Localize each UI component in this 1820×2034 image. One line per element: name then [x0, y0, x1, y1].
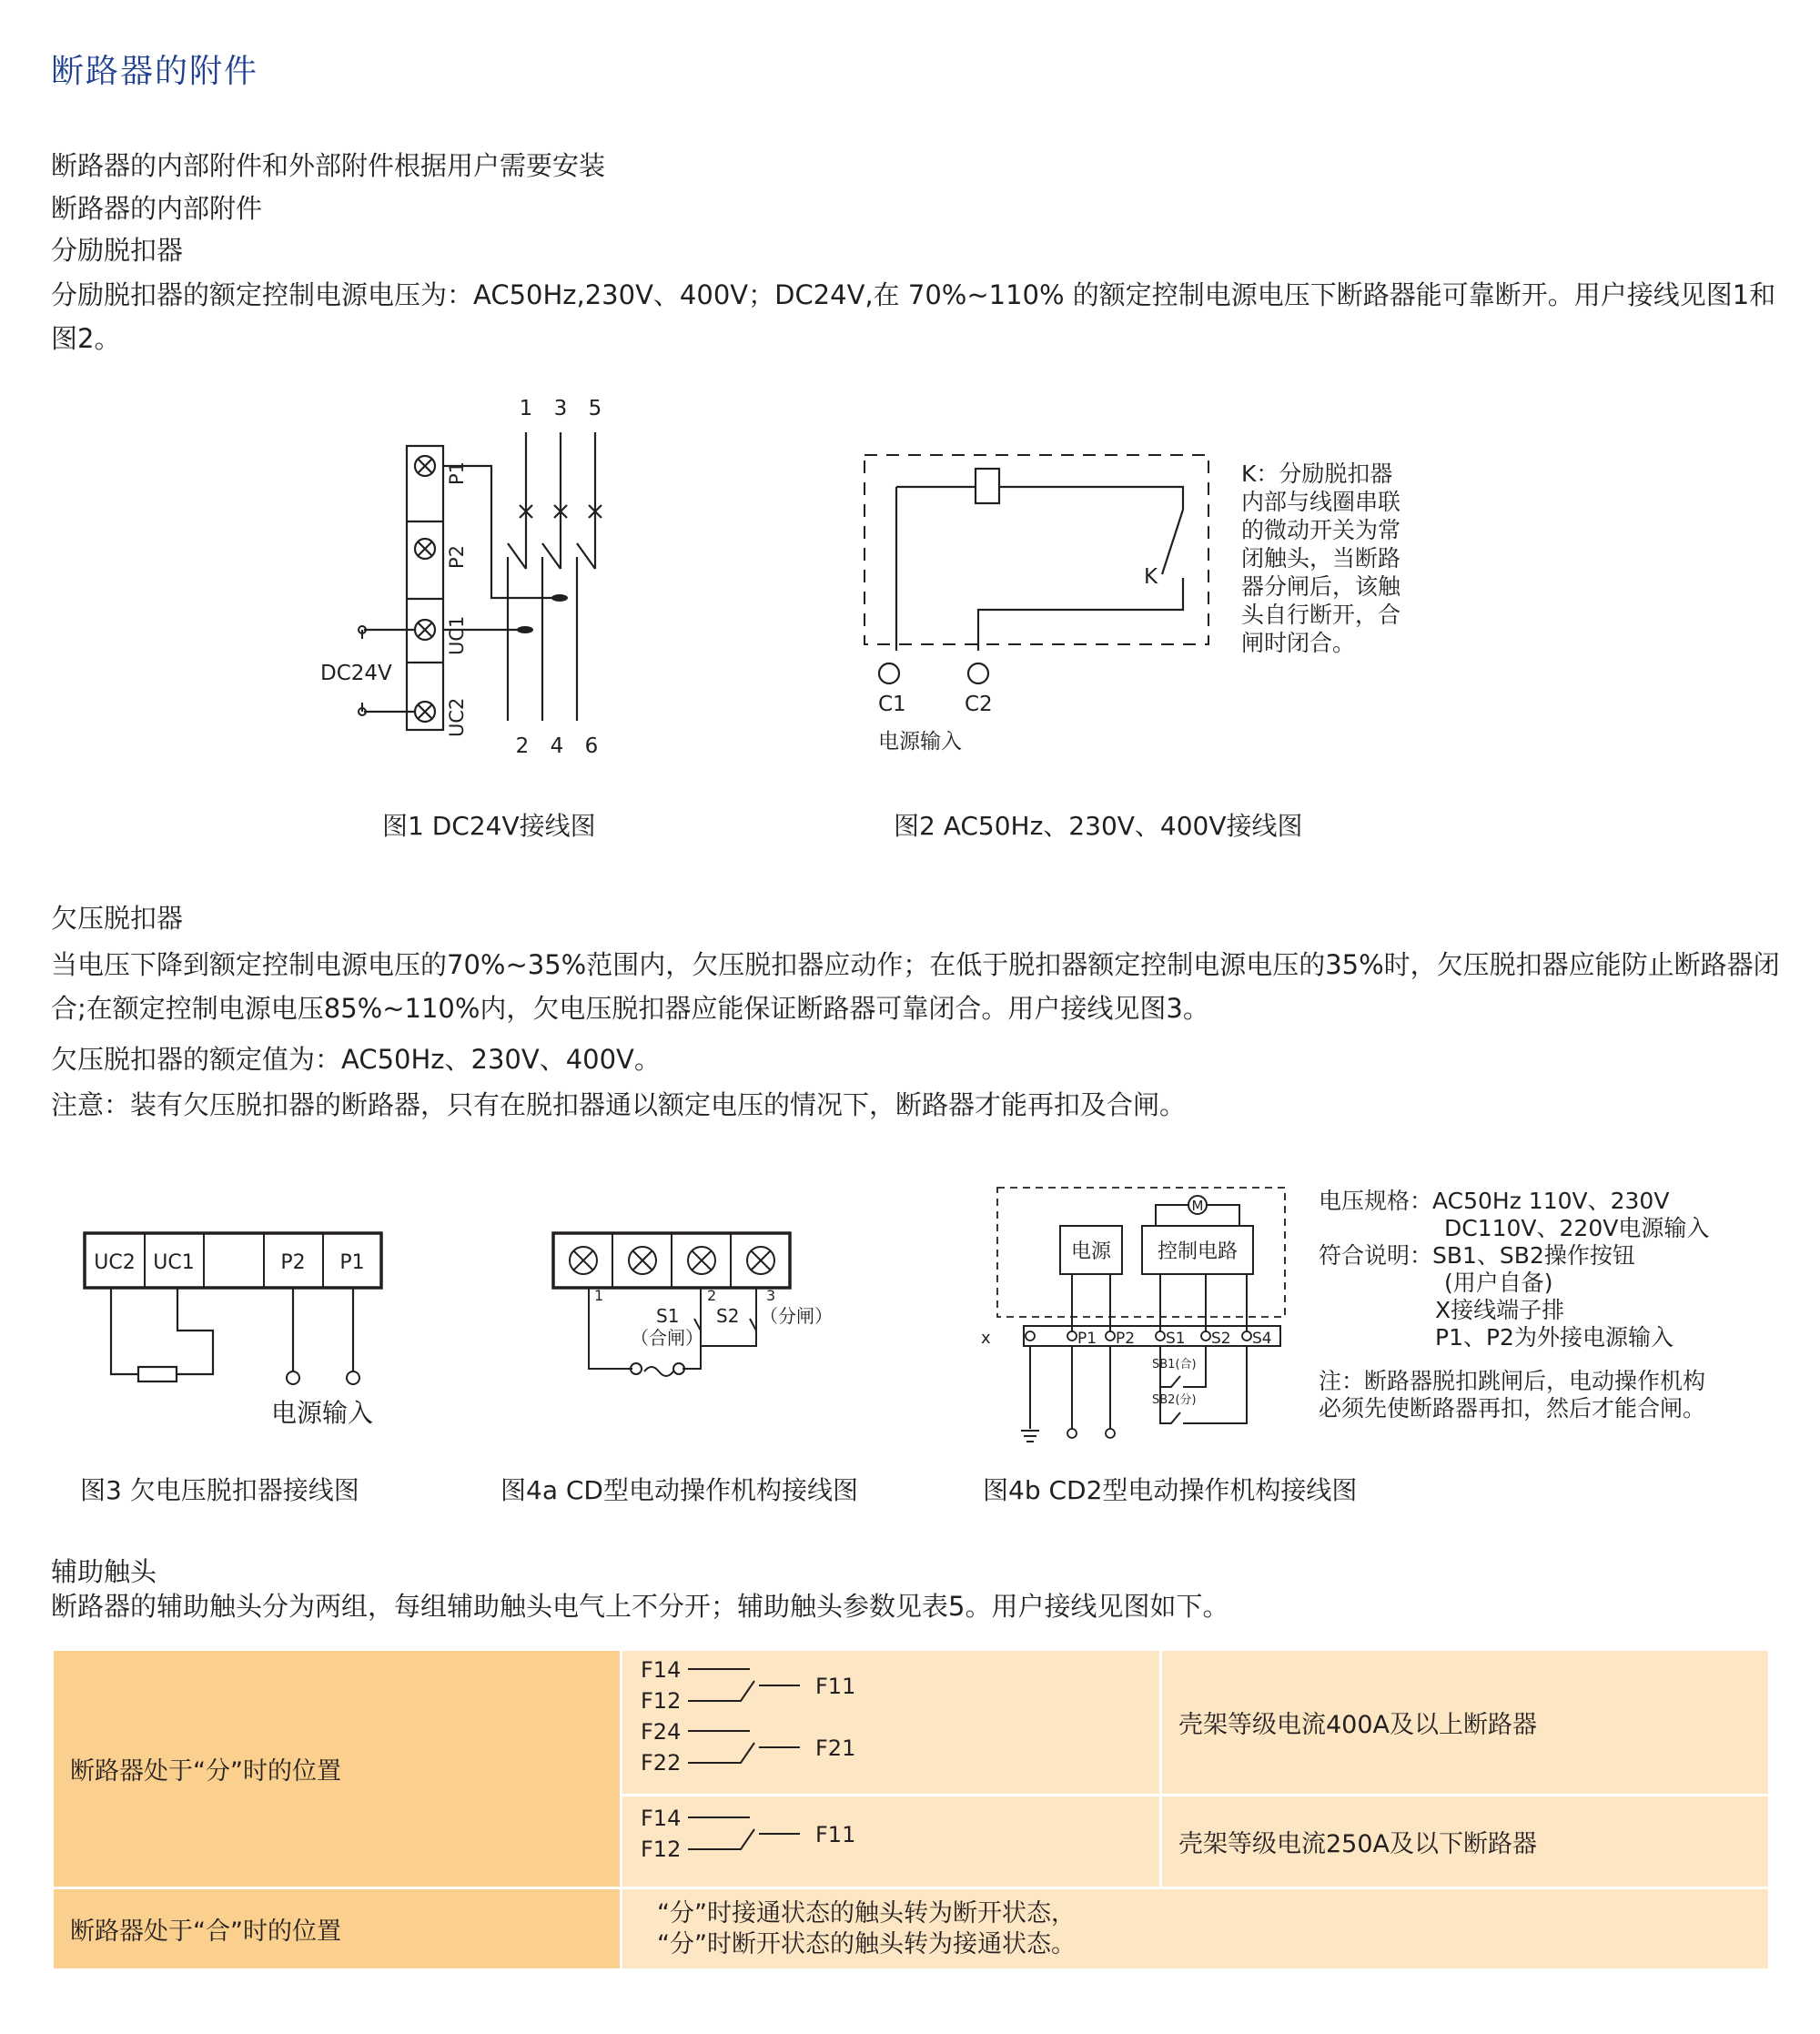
fig4a-num-2: 2: [707, 1287, 717, 1304]
fig1-num-1: 1: [519, 397, 533, 420]
fig4b-note-line: 注：断路器脱扣跳闸后，电动操作机构: [1319, 1368, 1706, 1394]
fig1-supply-label: DC24V: [320, 662, 392, 685]
fig2-diagram: [860, 450, 1224, 760]
fig4b-term-s2: S2: [1211, 1330, 1231, 1348]
fig3-term-uc2: UC2: [94, 1251, 136, 1274]
fig4b-caption: 图4b CD2型电动操作机构接线图: [983, 1475, 1358, 1505]
fig2-caption: 图2 AC50Hz、230V、400V接线图: [894, 811, 1303, 841]
contact-a-nc: F12: [641, 1688, 682, 1714]
fig2-k-label: K: [1144, 565, 1158, 589]
contact-c-no: F14: [641, 1806, 682, 1831]
fig1-term-uc1: UC1: [446, 615, 468, 655]
fig4b-term-p1: P1: [1077, 1330, 1097, 1348]
aux-heading: 辅助触头: [51, 1556, 157, 1587]
fig4b-power-box: 电源: [1070, 1240, 1112, 1263]
fig1-term-p2: P2: [446, 544, 468, 569]
contact-a-no: F14: [641, 1657, 682, 1683]
fig2-note-line: 的微动开关为常: [1241, 517, 1401, 543]
fig4a-s1: S1: [656, 1305, 680, 1327]
fig3-term-p1: P1: [339, 1251, 365, 1274]
fig3-input-label: 电源输入: [271, 1398, 374, 1428]
uv-paragraph-2: 欠压脱扣器的额定值为：AC50Hz、230V、400V。: [51, 1044, 661, 1075]
table-row: [53, 1888, 1770, 1970]
table-row: [53, 1650, 1770, 1796]
fig3-diagram: [82, 1230, 400, 1431]
fig3-caption: 图3 欠电压脱扣器接线图: [80, 1475, 359, 1505]
fig4b-diagram: [974, 1185, 1292, 1449]
contact-diagram: [622, 1651, 895, 1787]
contact-diagram-400: [622, 1650, 1161, 1796]
row-close-label: 断路器处于“合”时的位置: [53, 1888, 622, 1970]
fig4b-control-box: 控制电路: [1157, 1240, 1239, 1263]
fig2-c2: C2: [965, 693, 993, 716]
fig4b-legend-line: 符合说明：SB1、SB2操作按钮: [1319, 1242, 1635, 1269]
fig3-term-p2: P2: [280, 1251, 306, 1274]
fig2-note-line: 器分闸后，该触: [1241, 573, 1401, 600]
fig2-note: [1241, 460, 1400, 657]
fig4a-caption: 图4a CD型电动操作机构接线图: [500, 1475, 858, 1505]
fig2-note-line: 闸时闭合。: [1241, 630, 1356, 656]
fig4b-term-p2: P2: [1116, 1330, 1136, 1348]
fig2-c1: C1: [878, 693, 906, 716]
close-line-2: “分”时断开状态的触头转为接通状态。: [657, 1929, 1076, 1958]
fig4b-legend-line: DC110V、220V电源输入: [1444, 1215, 1710, 1241]
fig1-diagram: [309, 391, 637, 764]
fig4a-num-3: 3: [766, 1287, 776, 1304]
desc-250: 壳架等级电流250A及以下断路器: [1161, 1796, 1770, 1888]
desc-400: 壳架等级电流400A及以上断路器: [1161, 1650, 1770, 1796]
fig1-term-p1: P1: [446, 460, 468, 485]
intro-line-2: 断路器的内部附件: [51, 193, 263, 224]
fig2-note-line: 头自行断开，合: [1241, 602, 1401, 628]
uv-paragraph-1: 当电压下降到额定控制电源电压的70%~35%范围内，欠压脱扣器应动作；在低于脱扣器额定控制电源电压的35%时，欠压脱扣器应能防止断路器闭合;在额定控制电源电压85%~110%内，欠电压脱扣器应能保证断路器可靠闭合。用户接线见图3。: [51, 949, 1780, 1024]
fig1-term-uc2: UC2: [446, 697, 468, 737]
fig4a-diagram: [551, 1230, 860, 1390]
fig2-note-line: K：分励脱扣器: [1241, 460, 1393, 487]
fig1-caption: 图1 DC24V接线图: [382, 811, 596, 841]
fig1-num-2: 2: [515, 734, 530, 758]
fig4a-s2: S2: [716, 1305, 740, 1327]
shunt-heading: 分励脱扣器: [51, 235, 184, 266]
shunt-paragraph: 分励脱扣器的额定控制电源电压为：AC50Hz,230V、400V；DC24V,在 70%~110% 的额定控制电源电压下断路器能可靠断开。用户接线见图1和图2。: [51, 279, 1776, 354]
fig4b-sb1: SB1(合): [1152, 1358, 1197, 1371]
contact-b-com: F21: [815, 1735, 856, 1761]
fig1-num-5: 5: [588, 397, 602, 420]
contact-b-nc: F22: [641, 1750, 682, 1776]
fig4b-note-line: 必须先使断路器再扣，然后才能合闸。: [1319, 1395, 1706, 1422]
fig1-num-6: 6: [584, 734, 599, 758]
fig2-note-line: 闭触头，当断路: [1241, 545, 1401, 572]
fig2-input-label: 电源输入: [878, 730, 962, 754]
fig4b-legend: [1319, 1188, 1709, 1422]
contact-diagram-250: [622, 1796, 1161, 1888]
fig4b-term-s4: S4: [1252, 1330, 1272, 1348]
fig4a-num-1: 1: [594, 1287, 604, 1304]
uv-heading: 欠压脱扣器: [51, 903, 184, 934]
fig4b-x-label: x: [981, 1329, 991, 1348]
close-description: [622, 1888, 1770, 1970]
row-open-label: 断路器处于“分”时的位置: [53, 1650, 622, 1888]
close-line-1: “分”时接通状态的触头转为断开状态，: [657, 1898, 1076, 1928]
page-title: 断路器的附件: [51, 53, 259, 90]
contact-b-no: F24: [641, 1719, 682, 1745]
fig4b-motor-label: M: [1191, 1198, 1204, 1214]
intro-line-1: 断路器的内部附件和外部附件根据用户需要安装: [51, 150, 606, 181]
fig4a-close-label: （合闸）: [631, 1327, 703, 1349]
aux-paragraph: 断路器的辅助触头分为两组，每组辅助触头电气上不分开；辅助触头参数见表5。用户接线见图如下。: [51, 1591, 1229, 1622]
fig4a-open-label: （分闸）: [760, 1305, 833, 1327]
aux-contact-table: [51, 1648, 1771, 1971]
fig4b-legend-line: 电压规格：AC50Hz 110V、230V: [1319, 1188, 1670, 1214]
contact-c-nc: F12: [641, 1837, 682, 1862]
fig1-num-4: 4: [550, 734, 564, 758]
fig2-note-line: 内部与线圈串联: [1241, 489, 1401, 515]
fig1-num-3: 3: [553, 397, 568, 420]
contact-a-com: F11: [815, 1674, 856, 1699]
uv-paragraph-3: 注意：装有欠压脱扣器的断路器，只有在脱扣器通以额定电压的情况下，断路器才能再扣及合闸。: [51, 1089, 1187, 1120]
fig4b-sb2: SB2(分): [1152, 1393, 1197, 1407]
fig3-term-uc1: UC1: [153, 1251, 195, 1274]
contact-diagram: [622, 1797, 895, 1879]
fig4b-legend-line: (用户自备): [1444, 1270, 1553, 1296]
fig4b-legend-line: P1、P2为外接电源输入: [1435, 1324, 1673, 1351]
fig4b-term-s1: S1: [1166, 1330, 1186, 1348]
contact-c-com: F11: [815, 1822, 856, 1847]
fig4b-legend-line: X接线端子排: [1435, 1297, 1565, 1323]
